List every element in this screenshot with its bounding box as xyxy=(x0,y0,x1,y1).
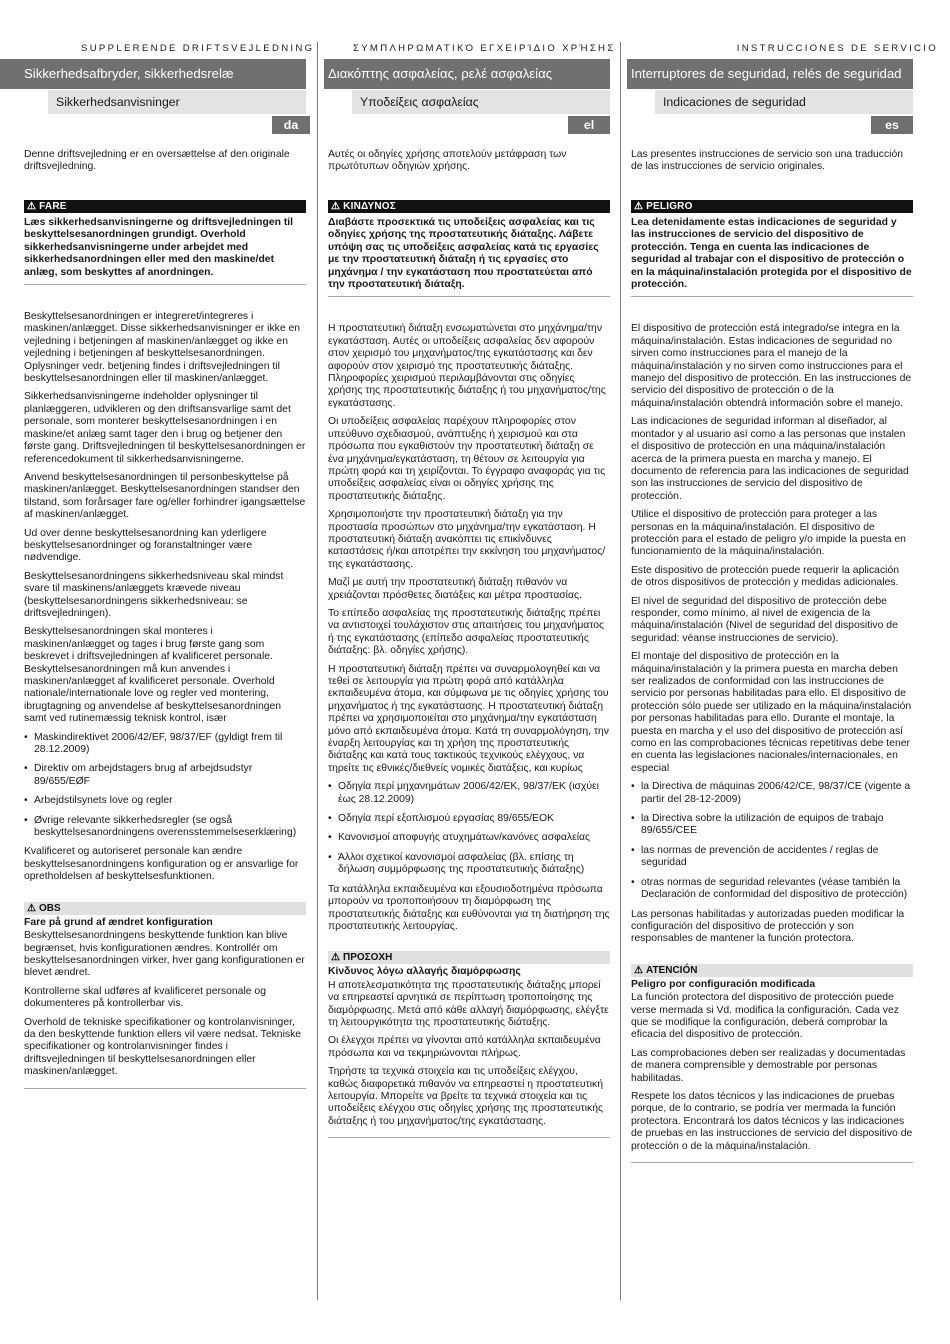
list-item: • Άλλοι σχετικοί κανονισμοί ασφαλείας (βλ. επίσης τη δήλωση συμμόρφωσης της προστατευτικής διάταξης) xyxy=(328,852,610,877)
warning-icon: ⚠ xyxy=(331,201,341,212)
list-item: • Κανονισμοί αποφυγής ατυχημάτων/κανόνες ασφαλείας xyxy=(328,832,610,844)
caution-label: ⚠ ATENCIÓN xyxy=(631,964,913,977)
column-header: ΣΥΜΠΛΗΡΩΜΑΤΙΚΌ ΕΓΧΕΙΡΊΔΙΟ ΧΡΉΣΗΣ xyxy=(353,43,616,54)
column-header: SUPPLERENDE DRIFTSVEJLEDNING xyxy=(81,43,315,54)
regulation-list xyxy=(631,781,913,901)
danger-text: Læs sikkerhedsanvisningerne og driftsvejledningen til beskyttelsesanordningen grundigt. Overhold sikkerhedsanvisningerne under arbejdet med sikkerhedsanordningen eller med den maskine/det anlæg, som beskyttes af anordningen. xyxy=(24,217,294,278)
danger-box xyxy=(328,200,610,297)
danger-text: Διαβάστε προσεκτικά τις υποδείξεις ασφαλείας και τις οδηγίες χρήσης της προστατευτικής διάταξης. Λάβετε υπόψη σας τις υποδείξεις ασφαλείας κατά τις εργασίες με την προστατευτική διάταξη ή τις εργασίες στο μηχάνημα / την εγκατάσταση που προστατεύεται από την προστατευτική διάταξη. xyxy=(328,217,599,291)
paragraph: La función protectora del dispositivo de protección puede verse mermada si Vd. modifica la configuración. Cada vez que se modifique la configuración, deberá comprobar la eficacia del dispositivo de protección. xyxy=(631,992,899,1041)
paragraph: Beskyttelsesanordningens sikkerhedsniveau skal mindst svare til maskinens/anlæggets krævede niveau (beskyttelsesanordningens sikkerhedsniveau: se driftsvejledningen). xyxy=(24,570,284,619)
caution-title: Fare på grund af ændret konfiguration xyxy=(24,916,213,928)
paragraph: Η αποτελεσματικότητα της προστατευτικής διάταξης μπορεί να επηρεαστεί αρνητικά σε περίπτωση τροποποίησης της διαμόρφωσης. Μετά από κάθε αλλαγή διαμόρφωσης, ελέγξτε τη λειτουργικότητα της προστατευτικής διάταξης. xyxy=(328,979,609,1028)
danger-label: ⚠ FARE xyxy=(24,200,306,213)
paragraph: Η προστατευτική διάταξη ενσωματώνεται στο μηχάνημα/την εγκατάσταση. Αυτές οι υποδείξεις ασφαλείας δεν αφορούν στον χειρισμό του μηχανήματος/της εγκατάστασης και δεν αφορούν στον χειρισμό της προστατευτικής διάταξης. Πληροφορίες χειρισμού περιλαμβάνονται στις οδηγίες χρήσης της προστατευτικής διάταξης ή του μηχανήματος/της εγκατάστασης. xyxy=(328,323,606,409)
language-tab: el xyxy=(568,116,610,134)
list-item: • Οδηγία περί εξοπλισμού εργασίας 89/655/ΕΟΚ xyxy=(328,813,610,825)
paragraph: Kvalificeret og autoriseret personale kan ændre beskyttelsesanordningens konfiguration og er ansvarlige for opretholdelsen af beskyttelsesfunktionen. xyxy=(24,846,299,883)
paragraph: Ud over denne beskyttelsesanordning kan yderligere beskyttelsesanordninger og foranstaltninger være nødvendige. xyxy=(24,527,267,564)
paragraph: Οι υποδείξεις ασφαλείας παρέχουν πληροφορίες στον υπεύθυνο σχεδιασμού, ανάπτυξης ή χειρισμού και στα πρόσωπα που εγκαθιστούν την προστατευτική διάταξη σε ένα μηχάνημα/εγκατάσταση, τη θέτουν σε λειτουργία για πρώτη φορά και τη χειρίζονται. Το έγγραφο αναφοράς για τις υποδείξεις ασφαλείας είναι οι οδηγίες χρήσης της προστατευτικής διάταξης. xyxy=(328,416,606,502)
paragraph: Las indicaciones de seguridad informan al diseñador, al montador y al usuario así como a las personas que instalen el dispositivo de protección en una máquina/instalación acerca de la primera puesta en marcha y manejo. El documento de referencia para las indicaciones de seguridad son las instrucciones de servicio del dispositivo de protección. xyxy=(631,416,909,502)
paragraph: Las comprobaciones deben ser realizadas y documentadas de manera comprensible y demostrable por personas habilitadas. xyxy=(631,1047,906,1084)
column-separator xyxy=(317,42,318,1300)
danger-box xyxy=(631,200,913,297)
paragraph: Μαζί με αυτή την προστατευτική διάταξη πιθανόν να χρειάζονται πρόσθετες διατάξεις και μέτρα προστασίας. xyxy=(328,577,582,601)
warning-icon: ⚠ xyxy=(27,902,36,914)
intro-text: Denne driftsvejledning er en oversættelse af den originale driftsvejledning. xyxy=(24,149,290,173)
danger-box xyxy=(24,200,306,285)
paragraph: Beskyttelsesanordningen skal monteres i maskinen/anlægget og tages i brug første gang som beskrevet i driftsvejledningen af kvalificeret personale. Beskyttelsesanordningen må kun anvendes i maskinen/anlægget af kvalificeret personale. Overhold nationale/internationale love og regler ved montering, ibrugtagning og anvendelse af beskyttelsesanordningen samt ved rutinemæssig teknisk kontrol, især xyxy=(24,626,282,725)
column-header: INSTRUCCIONES DE SERVICIO xyxy=(736,43,938,54)
paragraph: Οι έλεγχοι πρέπει να γίνονται από κατάλληλα εκπαιδευμένα πρόσωπα και να τεκμηριώνονται πλήρως. xyxy=(328,1035,601,1059)
caution-box xyxy=(24,902,306,1089)
list-item: • la Directiva sobre la utilización de equipos de trabajo 89/655/CEE xyxy=(631,813,913,838)
list-item: • Øvrige relevante sikkerhedsregler (se også beskyttelsesanordningens overensstemmelseserklæring) xyxy=(24,815,306,840)
list-item: • la Directiva de máquinas 2006/42/CE, 98/37/CE (vigente a partir del 28-12-2009) xyxy=(631,781,913,806)
body-text xyxy=(24,311,306,884)
caution-box xyxy=(631,964,913,1163)
caution-label: ⚠ OBS xyxy=(24,902,306,915)
body-text xyxy=(328,323,610,933)
list-item: • otras normas de seguridad relevantes (véase también la Declaración de conformidad del dispositivo de protección) xyxy=(631,877,913,902)
paragraph: Kontrollerne skal udføres af kvalificeret personale og dokumenteres på kontrollerbar vis. xyxy=(24,985,266,1010)
warning-icon: ⚠ xyxy=(634,964,643,976)
section-subtitle: Sikkerhedsanvisninger xyxy=(48,90,306,114)
caution-title: Κίνδυνος λόγω αλλαγής διαμόρφωσης xyxy=(328,966,521,978)
paragraph: Este dispositivo de protección puede requerir la aplicación de otros dispositivos de protección y medidas adicionales. xyxy=(631,564,900,589)
list-item: • Οδηγία περί μηχανημάτων 2006/42/ΕΚ, 98/37/ΕΚ (ισχύει έως 28.12.2009) xyxy=(328,781,610,806)
body-text xyxy=(631,323,913,945)
column-greek xyxy=(328,40,616,1138)
paragraph: Utilice el dispositivo de protección para proteger a las personas en la máquina/instalación. El dispositivo de protección para el estado de peligro y/o impide la puesta en funcionamiento de la máquina/instalación. xyxy=(631,509,906,558)
paragraph: Τα κατάλληλα εκπαιδευμένα και εξουσιοδοτημένα πρόσωπα μπορούν να τροποποιήσουν τη διαμόρφωση της προστατευτικής διάταξης και ευθύνονται για τη διατήρηση της προστατευτικής λειτουργίας. xyxy=(328,883,610,932)
language-tab: es xyxy=(871,116,913,134)
paragraph: Beskyttelsesanordningens beskyttende funktion kan blive begrænset, hvis konfigurationen ændres. Kontrollér om beskyttelsesanordningen virker, hver gang konfigurationen er blevet ændret. xyxy=(24,930,305,979)
section-title: Διακόπτης ασφαλείας, ρελέ ασφαλείας xyxy=(324,59,610,89)
intro-text: Αυτές οι οδηγίες χρήσης αποτελούν μετάφραση των πρωτότυπων οδηγιών χρήσης. xyxy=(328,149,567,173)
column-separator xyxy=(620,42,621,1300)
paragraph: El montaje del dispositivo de protección en la máquina/instalación y la primera puesta en marcha deben ser realizados de conformidad con las instrucciones de servicio por personas habilitadas para ello. El dispositivo de protección sólo puede ser utilizado en la máquina/instalación por personas habilitadas para ello. Durante el montaje, la puesta en marcha y el uso del dispositivo de protección así como en las comprobaciones técnicas repetitivas debe tener en cuenta las legislaciones nacionales/internacionales, en especial xyxy=(631,651,912,774)
section-subtitle: Indicaciones de seguridad xyxy=(655,90,913,114)
intro-text: Las presentes instrucciones de servicio son una traducción de las instrucciones de servicio originales. xyxy=(631,149,904,173)
column-danish xyxy=(24,40,315,1089)
danger-label: ⚠ ΚΙΝΔΥΝΟΣ xyxy=(328,200,610,213)
danger-text: Lea detenidamente estas indicaciones de seguridad y las instrucciones de servicio del dispositivo de protección. Tenga en cuenta las indicaciones de seguridad al trabajar con el dispositivo de protección o en la máquina/instalación protegida por el dispositivo de protección. xyxy=(631,217,912,291)
list-item: • Direktiv om arbejdstagers brug af arbejdsudstyr 89/655/EØF xyxy=(24,763,306,788)
warning-icon: ⚠ xyxy=(27,201,37,212)
caution-label: ⚠ ΠΡΟΣΟΧΗ xyxy=(328,951,610,964)
paragraph: Χρησιμοποιήστε την προστατευτική διάταξη για την προστασία προσώπων στο μηχάνημα/την εγκατάσταση. Η προστατευτική διάταξη ανακόπτει τις επικίνδυνες καταστάσεις ή/και αποτρέπει την εκκίνηση του μηχανήματος/της εγκατάστασης. xyxy=(328,509,606,570)
warning-icon: ⚠ xyxy=(634,201,644,212)
caution-title: Peligro por configuración modificada xyxy=(631,978,816,990)
warning-icon: ⚠ xyxy=(331,952,340,964)
column-spanish xyxy=(631,40,938,1163)
paragraph: Η προστατευτική διάταξη πρέπει να συναρμολογηθεί και να τεθεί σε λειτουργία για πρώτη φορά από κατάλληλα εκπαιδευμένα άτομα, και σύμφωνα με τις οδηγίες χρήσης του μηχανήματος ή της εγκατάστασης. Η προστατευτική διάταξη πρέπει να χρησιμοποιείται στο μηχάνημα/την εγκατάσταση μόνο από εκπαιδευμένα άτομα. Κατά τη συναρμολόγηση, την έναρξη λειτουργίας και τη χρήση της προστατευτικής διάταξης και κατά τους τακτικούς τεχνικούς ελέγχους, να τηρείτε τις εθνικές/διεθνείς νομικές διατάξεις, και κυρίως xyxy=(328,663,609,774)
caution-box xyxy=(328,951,610,1138)
paragraph: Las personas habilitadas y autorizadas pueden modificar la configuración del dispositivo de protección y son responsables de mantener la función protectora. xyxy=(631,908,905,945)
list-item: • las normas de prevención de accidentes / reglas de seguridad xyxy=(631,845,913,870)
danger-label: ⚠ PELIGRO xyxy=(631,200,913,213)
regulation-list xyxy=(328,781,610,876)
section-subtitle: Υποδείξεις ασφαλείας xyxy=(352,90,610,114)
paragraph: Overhold de tekniske specifikationer og kontrolanvisninger, da den beskyttende funktion ellers vil være nedsat. Tekniske specifikationer og kontrolanvisninger findes i driftsvejledningen til beskyttelsesanordningen eller maskinen/anlægget. xyxy=(24,1016,302,1078)
list-item: • Arbejdstilsynets love og regler xyxy=(24,795,306,807)
list-item: • Maskindirektivet 2006/42/EF, 98/37/EF (gyldigt frem til 28.12.2009) xyxy=(24,732,306,757)
paragraph: Anvend beskyttelsesanordningen til personbeskyttelse på maskinen/anlægget. Beskyttelsesanordningen standser den tilstand, som forårsager fare og/eller forhindrer igangsættelse af maskinen/anlægget. xyxy=(24,471,306,521)
paragraph: Sikkerhedsanvisningerne indeholder oplysninger til planlæggeren, udvikleren og den driftsansvarlige samt det personale, som monterer beskyttelsesanordningen i en maskine/et anlæg samt tager den i brug og betjener den første gang. Driftsvejledningen til beskyttelsesanordningen er referencedokument til sikkerhedsanvisningerne. xyxy=(24,391,306,465)
paragraph: Respete los datos técnicos y las indicaciones de pruebas porque, de lo contrario, se podría ver mermada la función protectora. Encontrará los datos técnicos y las indicaciones de pruebas en las instrucciones de servicio del dispositivo de protección o de la máquina/instalación. xyxy=(631,1090,913,1152)
paragraph: Beskyttelsesanordningen er integreret/integreres i maskinen/anlægget. Disse sikkerhedsanvisninger er ikke en vejledning i betjeningen af maskinen/anlægget og ikke en vejledning i betjeningen af beskyttelsesanordningen. Oplysninger vedr. betjening findes i driftsvejledningen til beskyttelsesanordningen eller til maskinen/anlægget. xyxy=(24,311,301,385)
regulation-list xyxy=(24,732,306,840)
paragraph: Το επίπεδο ασφαλείας της προστατευτικής διάταξης πρέπει να αντιστοιχεί τουλάχιστον στις απαιτήσεις του μηχανήματος ή της εγκατάστασης (επίπεδο ασφαλείας προστατευτικής διάταξης: βλ. οδηγίες χρήσης). xyxy=(328,607,605,657)
paragraph: Τηρήστε τα τεχνικά στοιχεία και τις υποδείξεις ελέγχου, καθώς διαφορετικά πιθανόν να επηρεαστεί η προστατευτική λειτουργία. Μπορείτε να βρείτε τα τεχνικά στοιχεία και τις υποδείξεις ελέγχου στις οδηγίες χρήσης της προστατευτικής διάταξης ή του μηχανήματος/της εγκατάστασης. xyxy=(328,1066,604,1127)
paragraph: El dispositivo de protección está integrado/se integra en la máquina/instalación. Estas indicaciones de seguridad no sirven como instrucciones para el manejo de la máquina/instalación y no sirven como instrucciones para el manejo del dispositivo de protección. En las instrucciones de servicio del dispositivo de protección o de la máquina/instalación obtendrá información sobre el manejo. xyxy=(631,323,912,409)
section-title: Sikkerhedsafbryder, sikkerhedsrelæ xyxy=(0,59,306,89)
section-title: Interruptores de seguridad, relés de seguridad xyxy=(627,59,913,89)
paragraph: El nivel de seguridad del dispositivo de protección debe responder, como mínimo, al nivel de exigencia de la máquina/instalación (Nivel de seguridad del dispositivo de seguridad: véanse instrucciones de servicio). xyxy=(631,595,898,644)
language-tab: da xyxy=(272,116,310,134)
